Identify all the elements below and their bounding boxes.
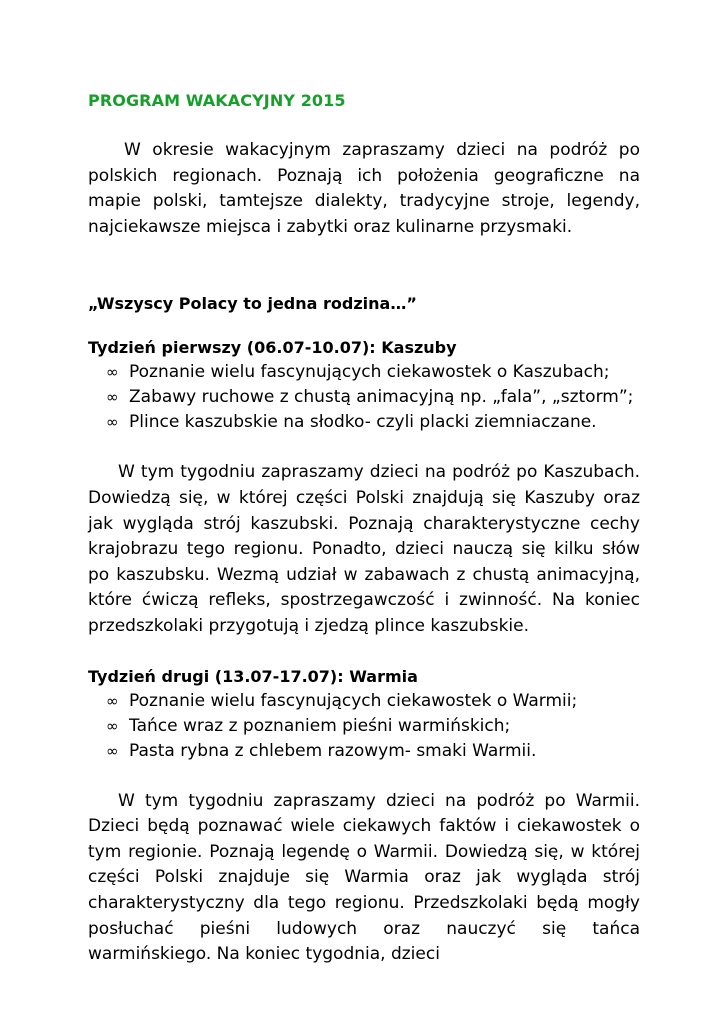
infinity-bullet-icon: ∞ [106, 363, 119, 382]
week-1-section [88, 335, 640, 639]
week-2-section [88, 664, 640, 968]
infinity-bullet-icon: ∞ [106, 413, 119, 432]
list-item [106, 739, 640, 764]
infinity-bullet-icon: ∞ [106, 388, 119, 407]
infinity-bullet-icon: ∞ [106, 716, 119, 735]
infinity-bullet-icon: ∞ [106, 691, 119, 710]
list-item-text: Plince kaszubskie na słodko- czyli placki ziemniaczane. [129, 412, 597, 433]
list-item [106, 385, 640, 410]
document-title: PROGRAM WAKACYJNY 2015 [88, 91, 346, 110]
week-1-heading: Tydzień pierwszy (06.07-10.07): Kaszuby [88, 338, 457, 358]
list-item-text: Zabawy ruchowe z chustą animacyjną np. „fala”, „sztorm”; [129, 387, 634, 408]
list-item [106, 714, 640, 739]
infinity-bullet-icon: ∞ [106, 741, 119, 760]
list-item-text: Poznanie wielu fascynujących ciekawostek o Warmii; [129, 690, 578, 711]
week-2-heading: Tydzień drugi (13.07-17.07): Warmia [88, 666, 418, 686]
list-item-text: Tańce wraz z poznaniem pieśni warmińskich; [129, 715, 511, 736]
week-1-bullet-list [88, 360, 640, 435]
week-2-bullet-list [88, 689, 640, 764]
list-item-text: Pasta rybna z chlebem razowym- smaki Warmii. [129, 740, 537, 761]
list-item-text: Poznanie wielu fascynujących ciekawostek o Kaszubach; [129, 362, 610, 383]
motto-heading: „Wszyscy Polacy to jedna rodzina…” [88, 294, 417, 314]
list-item [106, 410, 640, 435]
list-item [106, 360, 640, 385]
intro-paragraph: W okresie wakacyjnym zapraszamy dzieci na podróż po polskich regionach. Poznają ich położenia geograficzne na mapie polski, tamtejsze dialekty, tradycyjne stroje, legendy, najciekawsze miejsca i zabytki oraz kulinarne przysmaki. [88, 140, 640, 237]
list-item [106, 689, 640, 714]
week-2-description: W tym tygodniu zapraszamy dzieci na podróż po Warmii. Dzieci będą poznawać wiele ciekawych faktów i ciekawostek o tym regionie. Poznają legendę o Warmii. Dowiedzą się, w której części Polski znajduje się Warmia oraz jak wygląda strój charakterystyczny dla tego regionu. Przedszkolaki będą mogły posłuchać pieśni ludowych oraz nauczyć się tańca warmińskiego. Na koniec tygodnia, dzieci [88, 790, 640, 965]
week-1-description: W tym tygodniu zapraszamy dzieci na podróż po Kaszubach. Dowiedzą się, w której części Polski znajdują się Kaszuby oraz jak wygląda strój kaszubski. Poznają charakterystyczne cechy krajobrazu tego regionu. Ponadto, dzieci nauczą się kilku słów po kaszubsku. Wezmą udział w zabawach z chustą animacyjną, które ćwiczą refleks, spostrzegawczość i zwinność. Na koniec przedszkolaki przygotują i zjedzą plince kaszubskie. [88, 462, 640, 636]
